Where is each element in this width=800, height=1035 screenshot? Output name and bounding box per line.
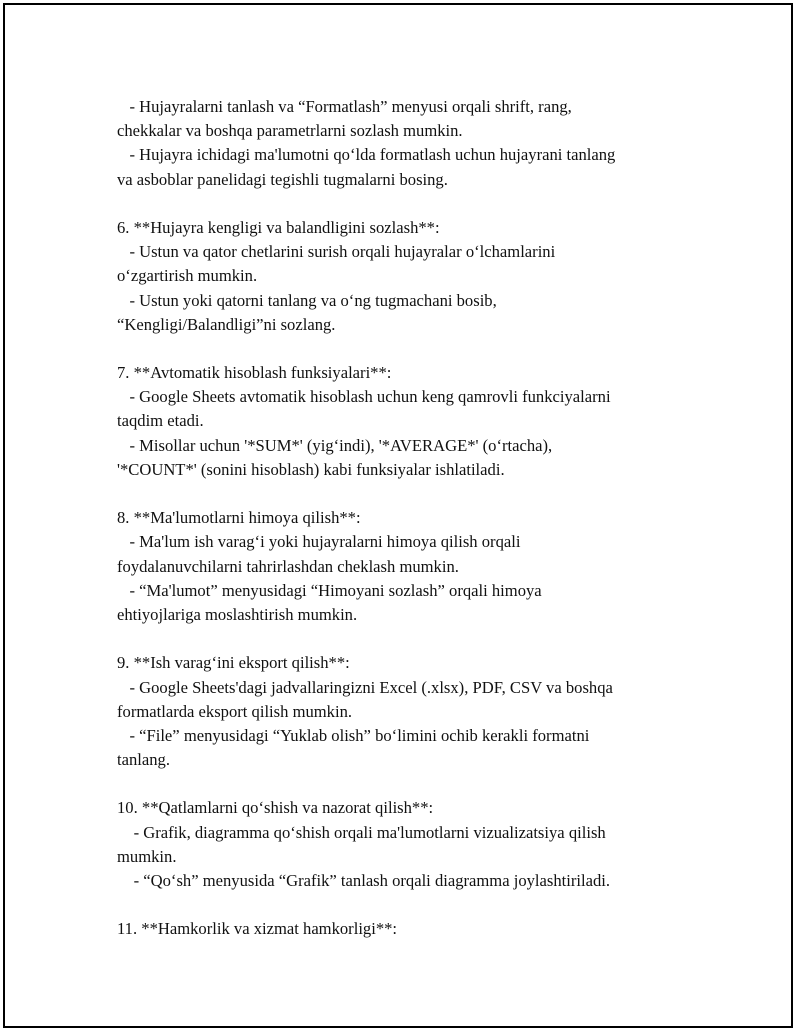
text-line: tanlang. [117,750,170,770]
text-line: o‘zgartirish mumkin. [117,266,258,286]
text-line: taqdim etadi. [117,411,204,431]
text-line: '*COUNT*' (sonini hisoblash) kabi funksiyalar ishlatiladi. [117,459,505,479]
section-heading: 9. **Ish varag‘ini eksport qilish**: [117,653,350,673]
section-heading: 6. **Hujayra kengligi va balandligini sozlash**: [117,217,440,237]
text-line: - “Ma'lumot” menyusidagi “Himoyani sozlash” orqali himoya [117,580,542,600]
section-heading: 7. **Avtomatik hisoblash funksiyalari**: [117,363,392,383]
paragraph-gap [117,627,707,651]
paragraph-gap [117,482,707,506]
text-line: - Hujayra ichidagi ma'lumotni qo‘lda formatlash uchun hujayrani tanlang [117,145,616,165]
text-line: foydalanuvchilarni tahrirlashdan cheklash mumkin. [117,556,459,576]
text-line: - Ustun yoki qatorni tanlang va o‘ng tugmachani bosib, [117,290,497,310]
text-line: - Grafik, diagramma qo‘shish orqali ma'lumotlarni vizualizatsiya qilish [117,822,606,842]
section-heading: 10. **Qatlamlarni qo‘shish va nazorat qilish**: [117,798,434,818]
text-line: - Ma'lum ish varag‘i yoki hujayralarni himoya qilish orqali [117,532,521,552]
text-line: va asboblar panelidagi tegishli tugmalarni bosing. [117,169,448,189]
text-line: - Misollar uchun '*SUM*' (yig‘indi), '*AVERAGE*' (o‘rtacha), [117,435,553,455]
text-line: chekkalar va boshqa parametrlarni sozlash mumkin. [117,121,463,141]
document-body [117,95,707,942]
text-line: “Kengligi/Balandligi”ni sozlang. [117,314,336,334]
text-line: - Hujayralarni tanlash va “Formatlash” menyusi orqali shrift, rang, [117,97,572,116]
text-line: - “Qo‘sh” menyusida “Grafik” tanlash orqali diagramma joylashtiriladi. [117,871,611,890]
text-line: - “File” menyusidagi “Yuklab olish” bo‘limini ochib kerakli formatni [117,725,590,745]
text-line: mumkin. [117,846,177,866]
text-line: - Google Sheets avtomatik hisoblash uchun keng qamrovli funkciyalarni [117,387,611,407]
paragraph-gap [117,772,707,796]
text-line: - Google Sheets'dagi jadvallaringizni Excel (.xlsx), PDF, CSV va boshqa [117,677,613,697]
section-heading: 8. **Ma'lumotlarni himoya qilish**: [117,508,361,528]
text-line: ehtiyojlariga moslashtirish mumkin. [117,604,358,624]
text-line: - Ustun va qator chetlarini surish orqali hujayralar o‘lchamlarini [117,242,556,262]
text-line: formatlarda eksport qilish mumkin. [117,701,353,721]
section-heading: 11. **Hamkorlik va xizmat hamkorligi**: [117,919,398,939]
paragraph-gap [117,337,707,361]
paragraph-gap [117,893,707,917]
paragraph-gap [117,192,707,216]
